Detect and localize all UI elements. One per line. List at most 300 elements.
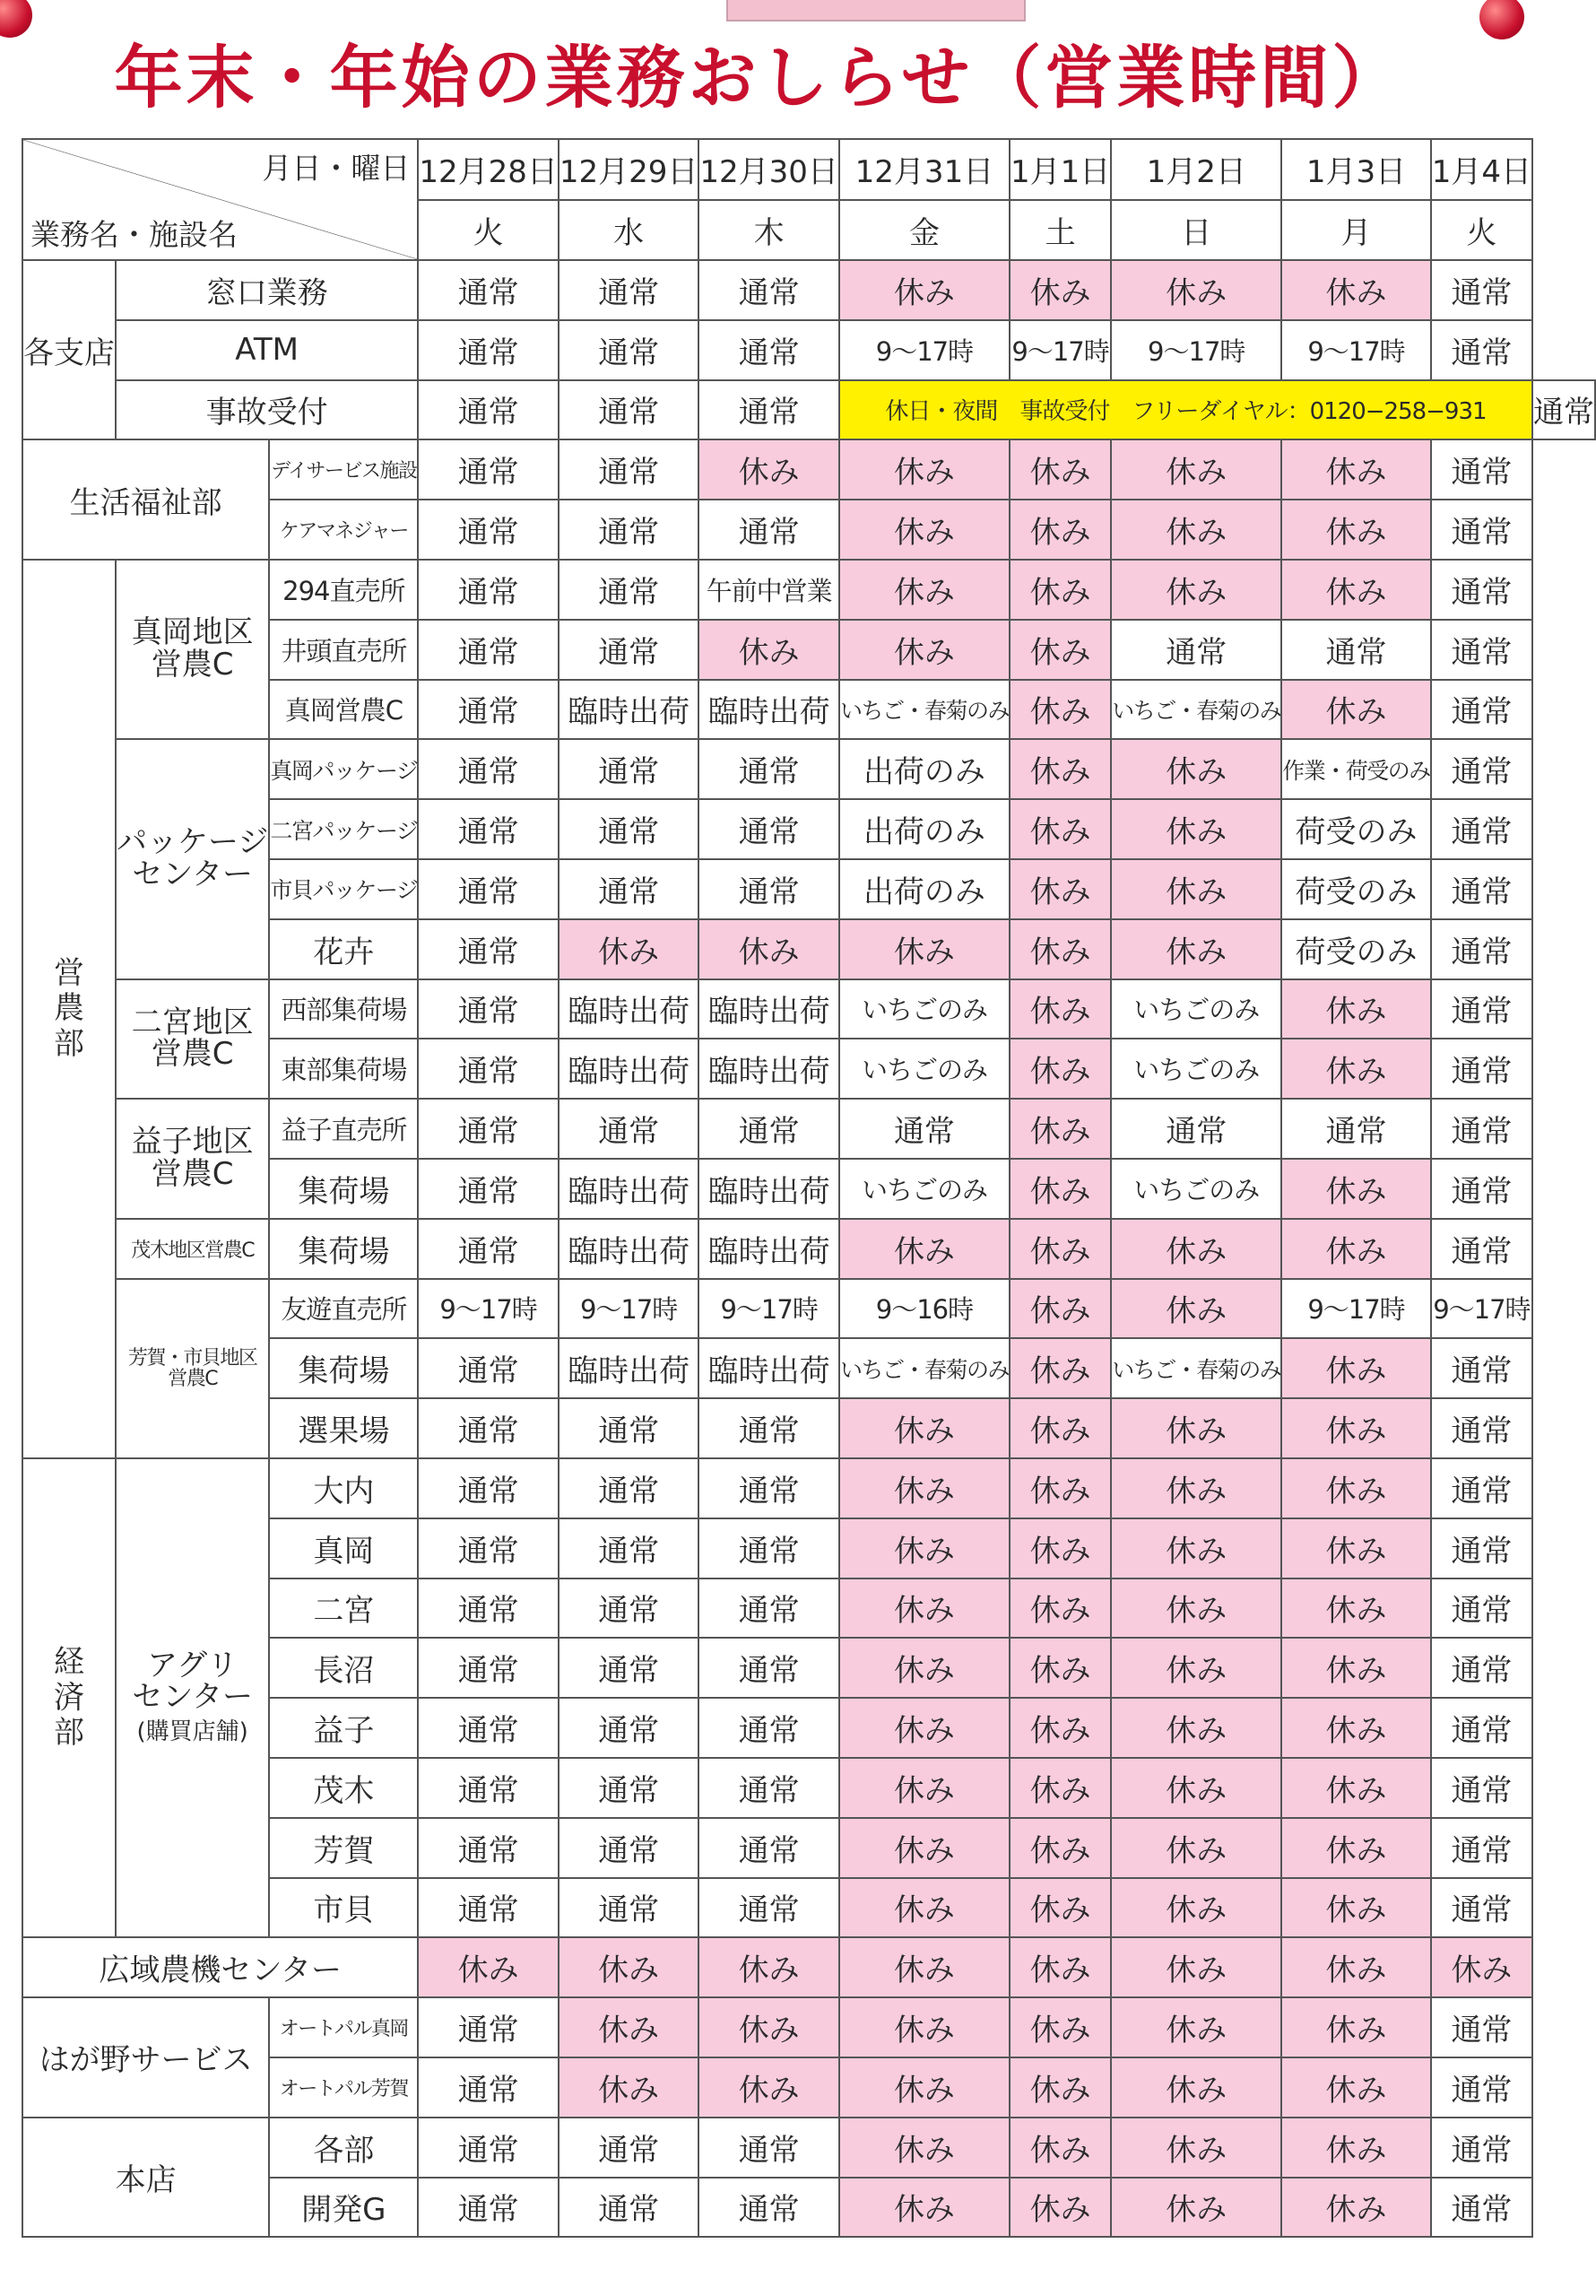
row-label: デイサービス施設 (269, 439, 418, 500)
schedule-cell: 通常 (418, 979, 559, 1039)
schedule-cell: 休み (839, 919, 1010, 979)
schedule-cell: 休み (1010, 1458, 1111, 1518)
schedule-cell: 通常 (698, 1698, 839, 1758)
group-econ (22, 1458, 116, 1937)
schedule-cell: 休み (1010, 1578, 1111, 1639)
group-hq: 本店 (22, 2118, 269, 2238)
schedule-cell: 休み (1010, 1039, 1111, 1099)
schedule-cell: 臨時出荷 (698, 1159, 839, 1219)
schedule-cell: 休み (1010, 2178, 1111, 2238)
schedule-cell: 休み (839, 620, 1010, 680)
schedule-cell: 通常 (418, 1039, 559, 1099)
schedule-cell: 休み (839, 1398, 1010, 1458)
schedule-cell: 通常 (418, 260, 559, 320)
schedule-cell: 休み (839, 1638, 1010, 1698)
schedule-cell: 休み (1010, 1099, 1111, 1159)
schedule-cell: 通常 (1431, 1338, 1532, 1398)
schedule-cell: 休み (1281, 1758, 1431, 1818)
schedule-cell: 通常 (698, 2178, 839, 2238)
schedule-cell: 通常 (559, 1458, 699, 1518)
accident-hotline-note: 休日・夜間 事故受付 フリーダイヤル：0120−258−931 (839, 380, 1532, 440)
table-row (22, 1997, 1595, 2057)
schedule-cell: 臨時出荷 (559, 680, 699, 740)
schedule-cell: 通常 (418, 1698, 559, 1758)
row-label: 窓口業務 (116, 260, 418, 320)
schedule-cell: 通常 (559, 1638, 699, 1698)
schedule-cell: 通常 (698, 320, 839, 380)
schedule-cell: 休み (1010, 1638, 1111, 1698)
table-row (22, 2118, 1595, 2178)
schedule-cell: 休み (839, 1698, 1010, 1758)
schedule-cell: 休み (1010, 1878, 1111, 1938)
schedule-cell: 通常 (418, 1997, 559, 2057)
schedule-cell: 休み (1010, 1398, 1111, 1458)
schedule-cell: いちごのみ (1111, 1039, 1281, 1099)
schedule-cell: 通常 (418, 500, 559, 560)
schedule-cell: 通常 (1431, 2118, 1532, 2178)
schedule-cell: 休み (1010, 859, 1111, 919)
schedule-cell: 通常 (418, 1818, 559, 1878)
schedule-cell: 休み (1281, 1638, 1431, 1698)
row-label: ケアマネジャー (269, 500, 418, 560)
date-header: 12月28日 (418, 139, 559, 200)
schedule-cell: 休み (1010, 620, 1111, 680)
schedule-cell: 休み (1111, 2178, 1281, 2238)
row-label: 友遊直売所 (269, 1279, 418, 1339)
schedule-cell: 9〜17時 (1281, 320, 1431, 380)
group-econ-label: 経済部 (54, 1644, 84, 1751)
schedule-cell: 休み (1010, 1518, 1111, 1578)
schedule-cell: 通常 (418, 859, 559, 919)
weekday-header: 金 (839, 200, 1010, 261)
schedule-cell: 通常 (698, 1398, 839, 1458)
date-header: 12月30日 (698, 139, 839, 200)
schedule-cell: 9〜16時 (839, 1279, 1010, 1339)
schedule-cell: 休み (839, 1219, 1010, 1279)
schedule-cell: 通常 (698, 1099, 839, 1159)
schedule-cell: 休み (1010, 1997, 1111, 2057)
schedule-cell: 休み (839, 2057, 1010, 2118)
schedule-cell: 休み (1111, 1638, 1281, 1698)
schedule-cell: 通常 (1431, 1758, 1532, 1818)
row-label: オートパル真岡 (269, 1997, 418, 2057)
schedule-cell: 通常 (418, 380, 559, 440)
row-label: 茂木 (269, 1758, 418, 1818)
row-label: 真岡営農C (269, 680, 418, 740)
schedule-cell: 休み (1281, 560, 1431, 620)
schedule-cell: 通常 (1431, 439, 1532, 500)
schedule-cell: 9〜17時 (1431, 1279, 1532, 1339)
schedule-cell: 休み (839, 260, 1010, 320)
schedule-cell: 休み (698, 1937, 839, 1997)
group-haga-service: はが野サービス (22, 1997, 269, 2118)
schedule-cell: 休み (1111, 500, 1281, 560)
schedule-cell: 休み (1010, 1937, 1111, 1997)
schedule-cell: 休み (839, 2178, 1010, 2238)
schedule-cell: 休み (839, 1458, 1010, 1518)
schedule-cell: 出荷のみ (839, 739, 1010, 799)
row-label: 芳賀 (269, 1818, 418, 1878)
schedule-cell: 通常 (698, 2118, 839, 2178)
schedule-cell: 通常 (559, 1099, 699, 1159)
schedule-cell: 9〜17時 (418, 1279, 559, 1339)
schedule-cell: 通常 (418, 1398, 559, 1458)
schedule-cell: 通常 (1431, 1398, 1532, 1458)
top-tab-decoration (726, 0, 1026, 22)
schedule-cell: 休み (1010, 919, 1111, 979)
schedule-cell: 休み (1010, 739, 1111, 799)
schedule-cell: 通常 (1431, 260, 1532, 320)
row-label: 市貝パッケージ (269, 859, 418, 919)
schedule-cell: いちご・春菊のみ (839, 1338, 1010, 1398)
schedule-cell: 休み (1281, 680, 1431, 740)
schedule-cell: 通常 (1431, 799, 1532, 859)
schedule-cell: 9〜17時 (1281, 1279, 1431, 1339)
schedule-cell: 臨時出荷 (559, 1039, 699, 1099)
row-label: 294直売所 (269, 560, 418, 620)
schedule-cell: 通常 (559, 739, 699, 799)
schedule-cell: 休み (1281, 1458, 1431, 1518)
schedule-cell: 作業・荷受のみ (1281, 739, 1431, 799)
date-header: 1月1日 (1010, 139, 1111, 200)
schedule-cell: 休み (1111, 260, 1281, 320)
table-row (22, 739, 1595, 799)
schedule-cell: 通常 (1431, 1698, 1532, 1758)
table-row (22, 1219, 1595, 1279)
schedule-cell: 通常 (418, 1099, 559, 1159)
schedule-cell: 休み (839, 439, 1010, 500)
schedule-cell: 通常 (418, 1578, 559, 1639)
group-welfare: 生活福祉部 (22, 439, 269, 560)
schedule-cell: いちごのみ (1111, 979, 1281, 1039)
schedule-cell: 通常 (559, 2118, 699, 2178)
schedule-cell: いちごのみ (839, 1039, 1010, 1099)
schedule-cell: 休み (1281, 1698, 1431, 1758)
schedule-cell: 9〜17時 (1010, 320, 1111, 380)
schedule-cell: 休み (1281, 1159, 1431, 1219)
schedule-cell: 通常 (1431, 680, 1532, 740)
schedule-cell: 通常 (1431, 1878, 1532, 1938)
schedule-cell: 通常 (698, 799, 839, 859)
schedule-cell: 通常 (1431, 919, 1532, 979)
weekday-header: 木 (698, 200, 839, 261)
schedule-cell: 通常 (559, 260, 699, 320)
table-row (22, 1099, 1595, 1159)
row-label: 真岡パッケージ (269, 739, 418, 799)
schedule-cell: 休み (1281, 1338, 1431, 1398)
row-label: 益子 (269, 1698, 418, 1758)
row-label: 開発G (269, 2178, 418, 2238)
weekday-header: 火 (418, 200, 559, 261)
schedule-cell: 9〜17時 (839, 320, 1010, 380)
schedule-cell: 通常 (1281, 620, 1431, 680)
row-label: ATM (116, 320, 418, 380)
date-header: 12月29日 (559, 139, 699, 200)
schedule-cell: 通常 (698, 1758, 839, 1818)
schedule-cell: 通常 (1111, 1099, 1281, 1159)
row-label: 長沼 (269, 1638, 418, 1698)
subgroup-mashiko: 益子地区 営農C (116, 1099, 269, 1219)
schedule-cell: 通常 (1431, 1638, 1532, 1698)
table-row (22, 439, 1595, 500)
schedule-cell: いちご・春菊のみ (839, 680, 1010, 740)
schedule-cell: 休み (839, 1997, 1010, 2057)
subgroup-motegi: 茂木地区営農C (116, 1219, 269, 1279)
row-label: 選果場 (269, 1398, 418, 1458)
group-agri-label: 営農部 (54, 955, 84, 1062)
schedule-cell: 休み (1010, 1758, 1111, 1818)
schedule-cell: 休み (698, 620, 839, 680)
schedule-cell: 通常 (1532, 380, 1595, 440)
schedule-cell: 通常 (698, 1878, 839, 1938)
table-row (22, 260, 1595, 320)
schedule-cell: 通常 (1431, 1039, 1532, 1099)
schedule-cell: 休み (839, 1518, 1010, 1578)
row-label: 益子直売所 (269, 1099, 418, 1159)
schedule-cell: 通常 (418, 2057, 559, 2118)
schedule-cell: いちごのみ (839, 1159, 1010, 1219)
schedule-cell: 休み (1010, 1159, 1111, 1219)
schedule-cell: 休み (1281, 1818, 1431, 1878)
schedule-cell: いちご・春菊のみ (1111, 680, 1281, 740)
schedule-cell: いちごのみ (839, 979, 1010, 1039)
schedule-cell: 通常 (1111, 620, 1281, 680)
schedule-cell: 通常 (559, 1878, 699, 1938)
row-label: オートパル芳賀 (269, 2057, 418, 2118)
schedule-cell: 通常 (1431, 1159, 1532, 1219)
schedule-cell: 通常 (559, 2178, 699, 2238)
schedule-cell: 通常 (698, 1818, 839, 1878)
schedule-cell: 休み (1281, 260, 1431, 320)
schedule-cell: 休み (1111, 1578, 1281, 1639)
schedule-cell: 通常 (559, 1398, 699, 1458)
schedule-cell: 通常 (1431, 2057, 1532, 2118)
schedule-cell: 休み (1281, 1937, 1431, 1997)
schedule-cell: いちごのみ (1111, 1159, 1281, 1219)
schedule-cell: 休み (1010, 2057, 1111, 2118)
schedule-cell: 通常 (559, 1578, 699, 1639)
row-label: 東部集荷場 (269, 1039, 418, 1099)
schedule-cell: 通常 (1431, 979, 1532, 1039)
schedule-cell: 通常 (418, 560, 559, 620)
schedule-cell: 休み (418, 1937, 559, 1997)
table-row (22, 320, 1595, 380)
schedule-cell: 臨時出荷 (559, 1219, 699, 1279)
schedule-cell: 休み (698, 439, 839, 500)
weekday-header: 水 (559, 200, 699, 261)
schedule-cell: 休み (1111, 1219, 1281, 1279)
schedule-cell: 9〜17時 (698, 1279, 839, 1339)
group-agri (22, 560, 116, 1458)
row-label: 集荷場 (269, 1338, 418, 1398)
subgroup-haga-ichikai: 芳賀・市貝地区 営農C (116, 1279, 269, 1458)
schedule-cell: 休み (1111, 1758, 1281, 1818)
schedule-cell: 荷受のみ (1281, 799, 1431, 859)
schedule-cell: 臨時出荷 (698, 680, 839, 740)
row-label: 大内 (269, 1458, 418, 1518)
row-label: 真岡 (269, 1518, 418, 1578)
schedule-cell: 休み (1010, 1698, 1111, 1758)
schedule-cell: 休み (1010, 979, 1111, 1039)
schedule-table (22, 138, 1596, 2238)
schedule-cell: 休み (1281, 2118, 1431, 2178)
schedule-cell: 休み (1111, 1279, 1281, 1339)
schedule-cell: 通常 (418, 1758, 559, 1818)
table-row (22, 380, 1595, 440)
row-label: 市貝 (269, 1878, 418, 1938)
schedule-cell: 休み (1111, 1518, 1281, 1578)
schedule-cell: 午前中営業 (698, 560, 839, 620)
schedule-cell: 休み (839, 1578, 1010, 1639)
row-label: 集荷場 (269, 1159, 418, 1219)
schedule-cell: 通常 (698, 1518, 839, 1578)
schedule-cell: 休み (1281, 1578, 1431, 1639)
schedule-cell: 休み (1111, 439, 1281, 500)
schedule-cell: 通常 (418, 320, 559, 380)
row-label: 二宮 (269, 1578, 418, 1639)
header-corner (22, 139, 418, 260)
schedule-cell: 通常 (418, 739, 559, 799)
schedule-cell: 通常 (559, 1518, 699, 1578)
schedule-cell: 休み (1010, 439, 1111, 500)
schedule-cell: 9〜17時 (559, 1279, 699, 1339)
schedule-cell: 通常 (1431, 560, 1532, 620)
schedule-cell: 休み (559, 1937, 699, 1997)
schedule-cell: 通常 (418, 1338, 559, 1398)
schedule-cell: 通常 (418, 439, 559, 500)
schedule-cell: 休み (1010, 1818, 1111, 1878)
schedule-cell: 通常 (1431, 500, 1532, 560)
schedule-cell: 休み (1281, 1219, 1431, 1279)
schedule-cell: 通常 (1431, 859, 1532, 919)
schedule-cell: 通常 (1431, 2178, 1532, 2238)
schedule-cell: 荷受のみ (1281, 919, 1431, 979)
schedule-cell: 休み (1281, 500, 1431, 560)
subgroup-moka: 真岡地区 営農C (116, 560, 269, 739)
weekday-header: 火 (1431, 200, 1532, 261)
schedule-cell: 休み (559, 919, 699, 979)
schedule-cell: 臨時出荷 (698, 1039, 839, 1099)
row-label: 花卉 (269, 919, 418, 979)
schedule-cell: 臨時出荷 (559, 1338, 699, 1398)
schedule-cell: 出荷のみ (839, 859, 1010, 919)
group-branches: 各支店 (22, 260, 116, 439)
schedule-cell: 通常 (1431, 1458, 1532, 1518)
schedule-cell: 休み (1010, 680, 1111, 740)
schedule-cell: 通常 (418, 1638, 559, 1698)
schedule-cell: 休み (1281, 1997, 1431, 2057)
schedule-cell: 通常 (698, 859, 839, 919)
schedule-cell: 通常 (698, 260, 839, 320)
schedule-cell: 通常 (1431, 1099, 1532, 1159)
schedule-cell: 通常 (1431, 1818, 1532, 1878)
schedule-cell: 休み (839, 1937, 1010, 1997)
date-weekday-label: 月日・曜日 (262, 151, 411, 186)
weekday-header: 土 (1010, 200, 1111, 261)
schedule-cell: 通常 (698, 380, 839, 440)
schedule-cell: 通常 (698, 1458, 839, 1518)
schedule-cell: 休み (839, 560, 1010, 620)
subgroup-package: パッケージ センター (116, 739, 269, 978)
table-row (22, 1458, 1595, 1518)
schedule-cell: 通常 (418, 2118, 559, 2178)
schedule-cell: 出荷のみ (839, 799, 1010, 859)
schedule-cell: 通常 (418, 680, 559, 740)
schedule-cell: 通常 (559, 1758, 699, 1818)
schedule-cell: いちご・春菊のみ (1111, 1338, 1281, 1398)
schedule-cell: 通常 (418, 2178, 559, 2238)
schedule-cell: 通常 (1431, 620, 1532, 680)
schedule-cell: 休み (1010, 2118, 1111, 2178)
schedule-cell: 休み (839, 500, 1010, 560)
schedule-cell: 通常 (559, 560, 699, 620)
schedule-cell: 通常 (418, 1518, 559, 1578)
schedule-cell: 通常 (559, 439, 699, 500)
schedule-cell: 通常 (418, 1159, 559, 1219)
schedule-cell: 通常 (698, 739, 839, 799)
schedule-cell: 9〜17時 (1111, 320, 1281, 380)
schedule-cell: 休み (1010, 560, 1111, 620)
schedule-cell: 通常 (559, 1698, 699, 1758)
schedule-cell: 休み (839, 1878, 1010, 1938)
schedule-cell: 休み (1111, 2057, 1281, 2118)
row-label: 西部集荷場 (269, 979, 418, 1039)
row-label: 集荷場 (269, 1219, 418, 1279)
schedule-cell: 通常 (418, 799, 559, 859)
schedule-cell: 通常 (1431, 1578, 1532, 1639)
date-header: 12月31日 (839, 139, 1010, 200)
schedule-cell: 臨時出荷 (698, 1338, 839, 1398)
schedule-cell: 休み (1111, 1818, 1281, 1878)
header-row-dates (22, 139, 1595, 200)
schedule-cell: 荷受のみ (1281, 859, 1431, 919)
schedule-cell: 通常 (559, 1818, 699, 1878)
schedule-cell: 休み (1111, 560, 1281, 620)
group-machinery: 広域農機センター (22, 1937, 418, 1997)
subgroup-ninomiya: 二宮地区 営農C (116, 979, 269, 1100)
agri-center-note: (購買店舗) (136, 1718, 248, 1745)
schedule-cell: 通常 (698, 500, 839, 560)
schedule-cell: 通常 (1281, 1099, 1431, 1159)
schedule-cell: 休み (1281, 979, 1431, 1039)
schedule-cell: 通常 (559, 859, 699, 919)
schedule-cell: 休み (1281, 1398, 1431, 1458)
schedule-cell: 休み (1111, 799, 1281, 859)
schedule-cell: 休み (1281, 1039, 1431, 1099)
row-label: 各部 (269, 2118, 418, 2178)
schedule-cell: 通常 (418, 620, 559, 680)
table-row (22, 560, 1595, 620)
table-row (22, 1279, 1595, 1339)
schedule-cell: 休み (698, 1997, 839, 2057)
schedule-cell: 通常 (559, 500, 699, 560)
row-label: 二宮パッケージ (269, 799, 418, 859)
schedule-cell: 通常 (559, 620, 699, 680)
page-title: 年末・年始の業務おしらせ（営業時間） (114, 38, 1404, 117)
schedule-cell: 休み (559, 1997, 699, 2057)
schedule-cell: 休み (1111, 859, 1281, 919)
schedule-cell: 通常 (559, 380, 699, 440)
schedule-cell: 休み (1111, 1997, 1281, 2057)
weekday-header: 月 (1281, 200, 1431, 261)
schedule-cell: 通常 (418, 1219, 559, 1279)
schedule-cell: 休み (1010, 260, 1111, 320)
schedule-cell: 休み (839, 2118, 1010, 2178)
schedule-cell: 休み (1281, 439, 1431, 500)
row-label: 井頭直売所 (269, 620, 418, 680)
schedule-cell: 休み (1111, 1458, 1281, 1518)
schedule-cell: 通常 (698, 1638, 839, 1698)
